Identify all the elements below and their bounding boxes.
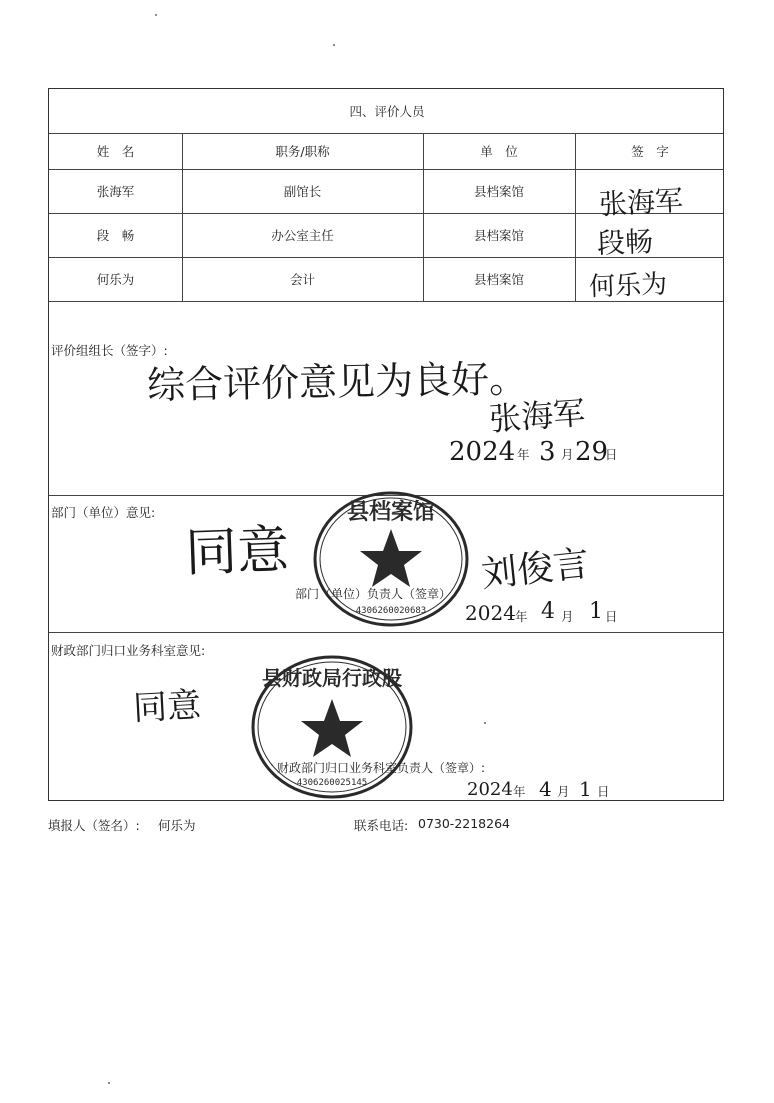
- scan-speck: [333, 44, 335, 46]
- phone-value: 0730-2218264: [418, 816, 510, 831]
- staff-unit: 县档案馆: [473, 184, 524, 199]
- finance-label: 财政部门归口业务科室意见:: [51, 643, 206, 658]
- leader-signature: 张海军: [487, 393, 587, 439]
- staff-name: 张海军: [96, 184, 135, 199]
- star-icon: [301, 699, 363, 757]
- staff-signature: 张海军: [598, 183, 684, 222]
- staff-title: 办公室主任: [271, 228, 334, 243]
- leader-date-month: 3: [539, 437, 556, 467]
- finance-stamp-text: 县财政局行政股: [262, 666, 402, 690]
- department-responsible-label: 部门（单位）负责人（签章）: [295, 587, 452, 601]
- finance-date-month: 4: [539, 777, 552, 801]
- department-date-day: 1: [589, 599, 603, 624]
- leader-label: 评价组组长（签字）:: [51, 343, 168, 358]
- department-stamp-code: 4306260020683: [355, 606, 427, 616]
- department-stamp: [311, 489, 471, 629]
- row-divider: [49, 632, 723, 633]
- header-name: 姓 名: [96, 144, 135, 159]
- finance-date-year: 2024: [467, 779, 513, 800]
- department-stamp-text: 县档案馆: [346, 499, 436, 525]
- department-opinion: 同意: [184, 520, 291, 584]
- leader-date-day: 29: [575, 437, 609, 467]
- scan-speck: [108, 1082, 110, 1084]
- header-unit: 单 位: [480, 144, 518, 159]
- finance-date-month-mark: 月: [557, 784, 570, 799]
- staff-signature: 段畅: [596, 225, 654, 260]
- finance-date-day: 1: [579, 777, 592, 801]
- header-signature: 签 字: [631, 144, 669, 159]
- department-label: 部门（单位）意见:: [51, 505, 156, 520]
- staff-name: 段 畅: [96, 228, 135, 243]
- department-date-month-mark: 月: [561, 609, 574, 624]
- leader-opinion: 综合评价意见为良好。: [146, 356, 528, 408]
- finance-opinion: 同意: [132, 685, 203, 729]
- staff-title: 副馆长: [283, 184, 322, 199]
- finance-responsible-label: 财政部门归口业务科室负责人（签章）:: [277, 761, 486, 775]
- scan-speck: [484, 722, 486, 724]
- leader-date-day-mark: 日: [605, 447, 618, 462]
- staff-name: 何乐为: [96, 272, 135, 287]
- leader-date-year: 2024: [449, 437, 516, 467]
- filler-label: 填报人（签名）:: [48, 818, 140, 833]
- section-title: 四、评价人员: [349, 104, 425, 119]
- header-title: 职务/职称: [275, 144, 330, 159]
- finance-date-day-mark: 日: [597, 784, 610, 799]
- department-date-month: 4: [541, 599, 555, 624]
- staff-signature: 何乐为: [588, 269, 668, 303]
- leader-date-month-mark: 月: [561, 447, 574, 462]
- finance-stamp-code: 4306260025145: [296, 778, 368, 788]
- phone-label: 联系电话:: [354, 818, 409, 833]
- staff-title: 会计: [289, 272, 315, 287]
- scan-speck: [155, 14, 157, 16]
- star-icon: [360, 529, 422, 587]
- department-signature: 刘俊言: [479, 543, 592, 596]
- finance-stamp: [249, 653, 415, 801]
- staff-unit: 县档案馆: [473, 272, 524, 287]
- department-date-year: 2024: [465, 601, 516, 625]
- department-date-year-mark: 年: [515, 609, 528, 624]
- filler-name: 何乐为: [158, 818, 196, 833]
- finance-date-year-mark: 年: [513, 784, 526, 799]
- evaluation-table: [48, 88, 724, 801]
- leader-date-year-mark: 年: [517, 447, 530, 462]
- department-date-day-mark: 日: [605, 609, 618, 624]
- staff-unit: 县档案馆: [473, 228, 524, 243]
